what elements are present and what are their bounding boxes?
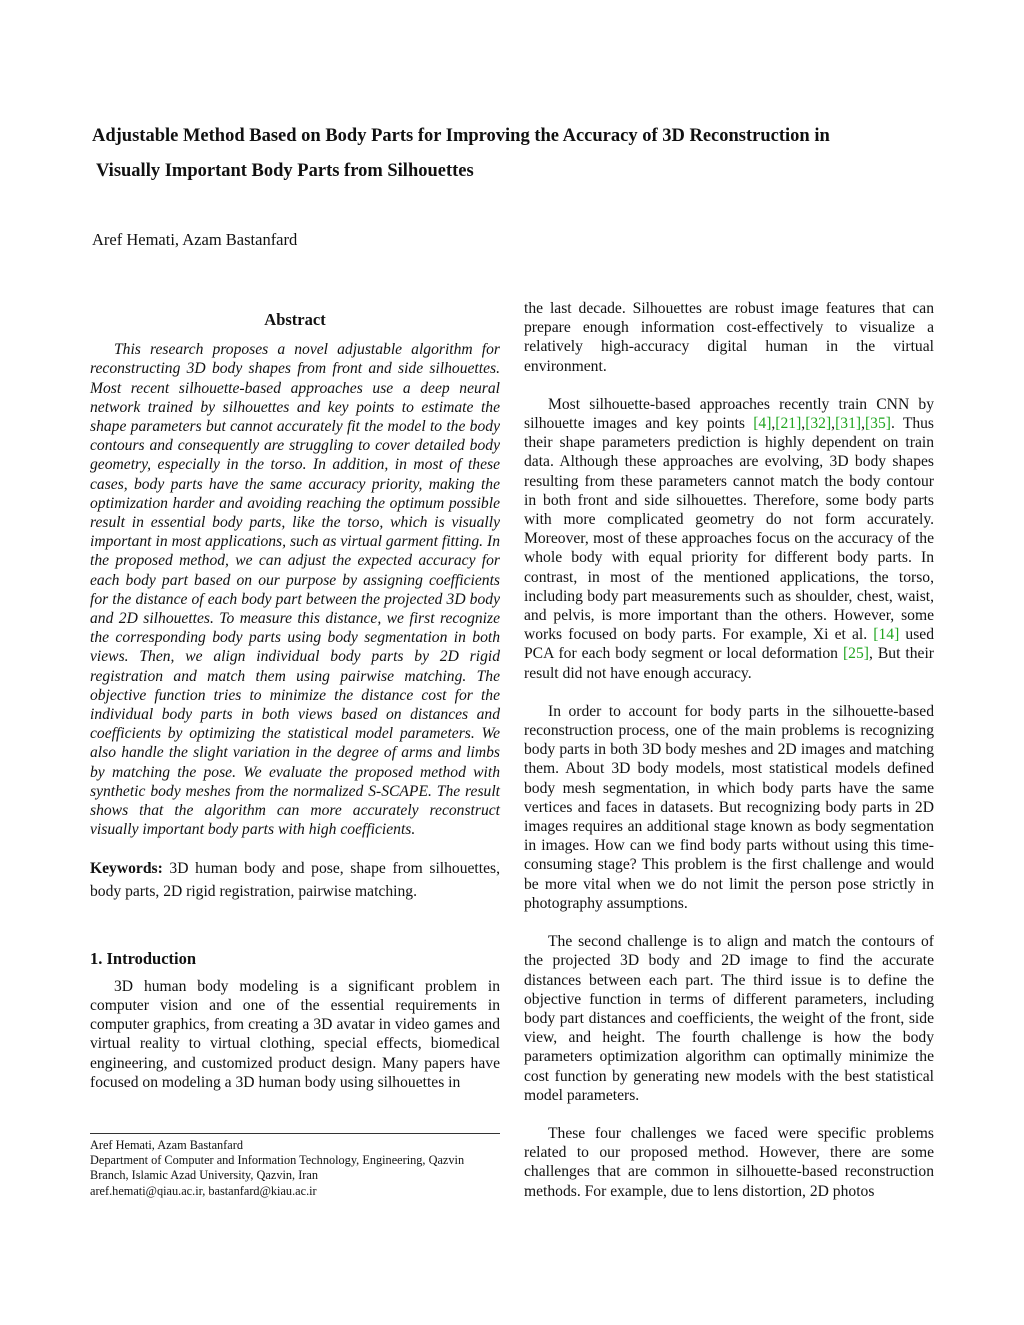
paragraph-text: used PCA for each body segment or local deformation bbox=[524, 626, 934, 663]
introduction-paragraph-4: The second challenge is to align and match the contours of the projected 3D body and 2D image to find the accurate distances between each part. The third issue is to define the objective function in terms of different parameters, including body part distances and coefficients, the weight of the front, side view, and height. The fourth challenge is how the body parameters optimization algorithm can optimally minimize the cost function by generating new models with the best statistical model parameters. bbox=[524, 933, 934, 1104]
footnote-affiliation: Department of Computer and Information Technology, Engineering, Qazvin Branch, Islamic Azad University, Qazvin, Iran bbox=[90, 1153, 465, 1183]
paragraph-text: . Thus their shape parameters prediction is highly dependent on train data. Although these approaches are evolving, 3D body shapes resulting from these parameters cannot match the body contour in both front and side silhouettes. Therefore, some body parts with more complicated geometry do not form accurately. Moreover, most of these approaches focus on the accuracy of the whole body with equal priority for different body parts. In contrast, in most of the mentioned applications, the torso, including body part measurements such as shoulder, chest, waist, and pelvis, is more important than the others. However, some works focused on body parts. For example, Xi et al. bbox=[524, 415, 935, 644]
paper-title-line-2: Visually Important Body Parts from Silhouettes bbox=[96, 161, 474, 181]
paragraph-text: , But their result did not have enough accuracy. bbox=[524, 645, 934, 682]
citation-link[interactable]: [32] bbox=[805, 415, 832, 433]
right-column bbox=[524, 299, 934, 1220]
keywords-text: 3D human body and pose, shape from silhouettes, body parts, 2D rigid registration, pairwise matching. bbox=[90, 860, 500, 901]
keywords bbox=[90, 857, 500, 903]
citation-separator: , bbox=[771, 415, 776, 433]
citation-separator: , bbox=[861, 415, 865, 433]
left-column bbox=[90, 310, 500, 1092]
introduction-paragraph-2 bbox=[524, 395, 934, 683]
keywords-label: Keywords: bbox=[90, 860, 163, 878]
citation-link[interactable]: [31] bbox=[835, 415, 862, 433]
footnote-authors: Aref Hemati, Azam Bastanfard bbox=[90, 1138, 243, 1152]
citation-link[interactable]: [21] bbox=[775, 415, 802, 433]
introduction-paragraph-1: 3D human body modeling is a significant problem in computer vision and one of the essential requirements in computer graphics, from creating a 3D avatar in video games and virtual reality to virtual clothing, special effects, biomedical engineering, and customized product design. Many papers have focused on modeling a 3D human body using silhouettes in bbox=[90, 977, 500, 1091]
citation-separator: , bbox=[831, 415, 836, 433]
footnote-emails: aref.hemati@qiau.ac.ir, bastanfard@kiau.ac.ir bbox=[90, 1183, 317, 1198]
introduction-paragraph-1-continued: the last decade. Silhouettes are robust image features that can prepare enough information cost-effectively to visualize a relatively high-accuracy digital human in the virtual environment. bbox=[524, 300, 934, 375]
paragraph-text: Most silhouette-based approaches recently train CNN by silhouette images and key points bbox=[524, 395, 934, 433]
author-footnote bbox=[90, 1133, 500, 1199]
introduction-paragraph-5: These four challenges we faced were specific problems related to our proposed method. However, there are some challenges that are common in silhouette-based reconstruction methods. For example, due to lens distortion, 2D photos bbox=[524, 1124, 934, 1200]
abstract-heading: Abstract bbox=[264, 310, 326, 329]
paper-title-line-1: Adjustable Method Based on Body Parts for Improving the Accuracy of 3D Reconstruction in bbox=[92, 126, 830, 146]
author-list: Aref Hemati, Azam Bastanfard bbox=[92, 230, 298, 249]
citation-separator: , bbox=[801, 415, 806, 433]
abstract-body: This research proposes a novel adjustable algorithm for reconstructing 3D body shapes from front and side silhouettes. Most recent silhouette-based approaches use a deep neural network trained by silhouettes and key points to estimate the shape parameters but cannot accurately fit the model to the body contours and consequently are struggling to cover detailed body geometry, especially in the torso. In addition, in most of these cases, body parts have the same accuracy priority, making the optimization harder and avoiding reaching the optimum possible result in essential body parts, like the torso, which is visually important in most applications, such as virtual garment fitting. In the proposed method, we can adjust the expected accuracy for each body part based on our purpose by assigning coefficients for the distance of each body part between the projected 3D body and 2D silhouettes. To measure this distance, we first recognize the corresponding body parts using body segmentation in both views. Then, we align individual body parts by 2D rigid registration and match them using pairwise matching. The objective function tries to minimize the distance cost for the individual body parts in both views based on distances and coefficients by optimizing the statistical model parameters. We also handle the slight variation in the degree of arms and limbs by matching the pose. We evaluate the proposed method with synthetic body meshes from the normalized S-SCAPE. The result shows that the algorithm can more accurately reconstruct visually important body parts with high coefficients. bbox=[90, 341, 500, 839]
citation-link[interactable]: [25] bbox=[842, 645, 869, 663]
introduction-paragraph-3: In order to account for body parts in the silhouette-based reconstruction process, one of the main problems is recognizing body parts in both 3D body meshes and 2D images and matching them. About 3D body models, most statistical models defined body mesh segmentation, in which body parts have the same vertices and faces in datasets. But recognizing body parts in 2D images requires an additional stage known as body segmentation in images. How can we find body parts without using this time-consuming stage? This problem is the first challenge and would be more vital when we do not limit the person pose strictly in photography assumptions. bbox=[524, 702, 934, 912]
citation-link[interactable]: [14] bbox=[873, 626, 900, 644]
introduction-heading: 1. Introduction bbox=[90, 949, 197, 969]
citation-link[interactable]: [4] bbox=[753, 415, 772, 433]
citation-link[interactable]: [35] bbox=[864, 415, 891, 433]
footnote-divider bbox=[90, 1133, 500, 1134]
